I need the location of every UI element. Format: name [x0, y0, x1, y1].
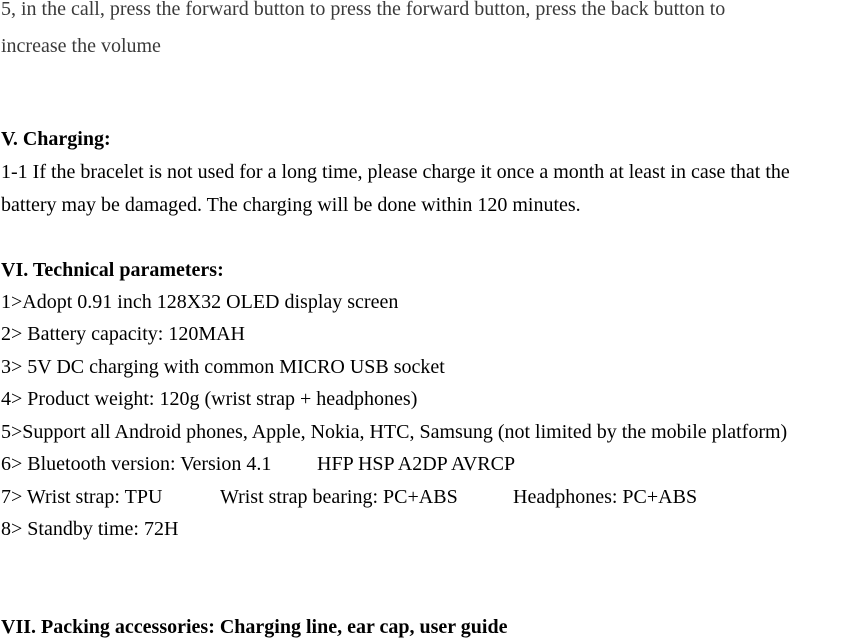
tech-item-6: [1, 452, 861, 476]
strap-bearing-material: Wrist strap bearing: PC+ABS: [220, 486, 458, 508]
tech-item-5: 5>Support all Android phones, Apple, Nokia, HTC, Samsung (not limited by the mobile platform): [1, 421, 788, 443]
tech-item-4: 4> Product weight: 120g (wrist strap + headphones): [1, 388, 418, 410]
charging-heading: V. Charging:: [1, 128, 111, 150]
tech-item-1: 1>Adopt 0.91 inch 128X32 OLED display screen: [1, 291, 399, 313]
tech-item-7: [1, 485, 861, 509]
bluetooth-profiles: HFP HSP A2DP AVRCP: [317, 453, 516, 475]
charging-line-1: 1-1 If the bracelet is not used for a long time, please charge it once a month at least in case that the: [1, 161, 790, 183]
technical-heading: VI. Technical parameters:: [1, 259, 224, 281]
bluetooth-version: 6> Bluetooth version: Version 4.1: [1, 453, 272, 475]
tech-item-3: 3> 5V DC charging with common MICRO USB socket: [1, 356, 445, 378]
tech-item-8: 8> Standby time: 72H: [1, 518, 179, 540]
charging-line-2: battery may be damaged. The charging will be done within 120 minutes.: [1, 194, 581, 216]
wrist-strap-material: 7> Wrist strap: TPU: [1, 486, 163, 508]
intro-line-1: 5, in the call, press the forward button to press the forward button, press the back button to: [1, 0, 726, 20]
packing-heading: VII. Packing accessories: Charging line, ear cap, user guide: [1, 616, 508, 638]
headphones-material: Headphones: PC+ABS: [513, 486, 698, 508]
tech-item-2: 2> Battery capacity: 120MAH: [1, 323, 245, 345]
intro-line-2: increase the volume: [1, 35, 161, 57]
